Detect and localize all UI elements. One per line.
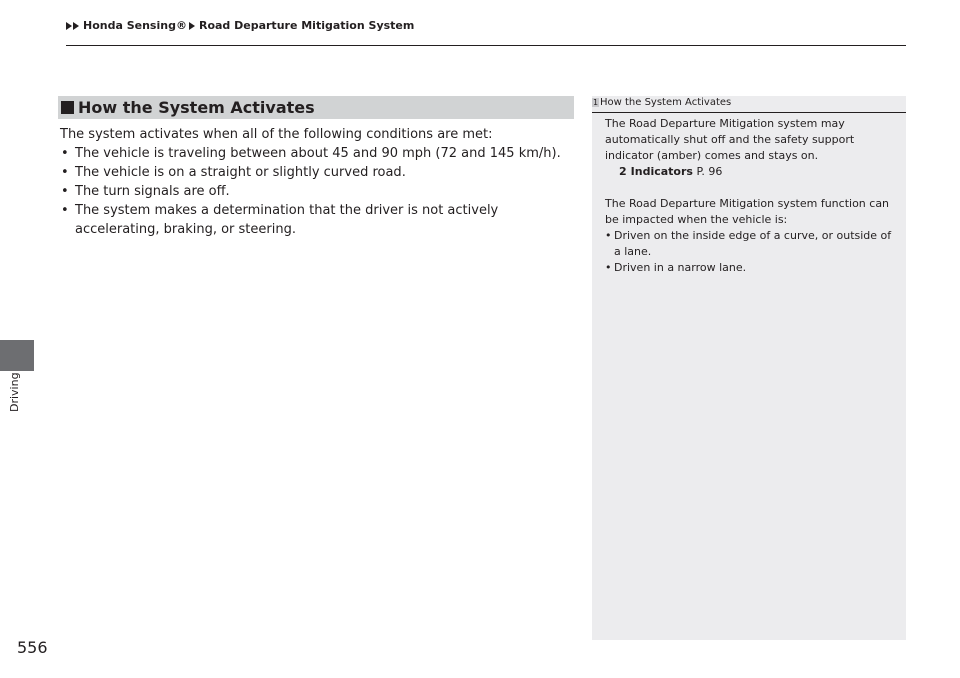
bullet-dot-icon: • xyxy=(61,203,69,218)
sidebar-paragraph: The Road Departure Mitigation system function can be impacted when the vehicle is: xyxy=(605,197,890,226)
intro-text: The system activates when all of the following conditions are met: xyxy=(60,127,493,142)
bullet-dot-icon: • xyxy=(61,165,69,180)
list-item xyxy=(60,201,570,239)
list-item xyxy=(60,163,570,182)
chapter-tab xyxy=(0,340,34,371)
note-ref-icon: 1 xyxy=(592,98,599,107)
section-title: How the System Activates xyxy=(78,98,315,117)
sidebar-divider xyxy=(592,112,906,113)
bullet-dot-icon: • xyxy=(605,229,612,242)
conditions-list xyxy=(60,144,570,239)
list-item-text: The vehicle is on a straight or slightly curved road. xyxy=(75,165,406,180)
breadcrumb-arrow-icon xyxy=(66,22,80,30)
chapter-label: Driving xyxy=(8,372,21,412)
list-item xyxy=(605,228,897,260)
list-item-text: Driven in a narrow lane. xyxy=(614,261,747,274)
list-item-text: The vehicle is traveling between about 45 and 90 mph (72 and 145 km/h). xyxy=(75,146,561,161)
list-item-text: The turn signals are off. xyxy=(75,184,230,199)
bullet-dot-icon: • xyxy=(61,184,69,199)
xref-arrow-icon: 2 xyxy=(619,165,627,178)
header-divider xyxy=(66,45,906,46)
sidebar-title xyxy=(592,97,906,108)
bullet-dot-icon: • xyxy=(61,146,69,161)
xref-name: Indicators xyxy=(630,165,693,178)
breadcrumb-section[interactable]: Honda Sensing® xyxy=(83,19,187,32)
sidebar-paragraph: The Road Departure Mitigation system may automatically shut off and the safety support indicator (amber) comes and stays on. xyxy=(605,117,855,162)
breadcrumb xyxy=(66,19,414,32)
sidebar-body xyxy=(605,116,897,276)
list-item xyxy=(60,144,570,163)
cross-reference-link[interactable] xyxy=(605,164,897,180)
bullet-dot-icon: • xyxy=(605,261,612,274)
square-bullet-icon xyxy=(61,101,74,114)
xref-page: P. 96 xyxy=(696,165,723,178)
sidebar-list xyxy=(605,228,897,276)
list-item-text: The system makes a determination that the driver is not actively accelerating, braking, or steering. xyxy=(75,203,499,237)
list-item xyxy=(605,260,897,276)
breadcrumb-topic[interactable]: Road Departure Mitigation System xyxy=(198,19,415,32)
breadcrumb-separator-icon xyxy=(189,22,196,30)
main-body xyxy=(60,125,570,239)
sidebar-title-text: How the System Activates xyxy=(600,97,732,108)
list-item-text: Driven on the inside edge of a curve, or outside of a lane. xyxy=(614,229,892,258)
list-item xyxy=(60,182,570,201)
section-heading-band xyxy=(58,96,574,119)
page-number: 556 xyxy=(17,638,48,657)
